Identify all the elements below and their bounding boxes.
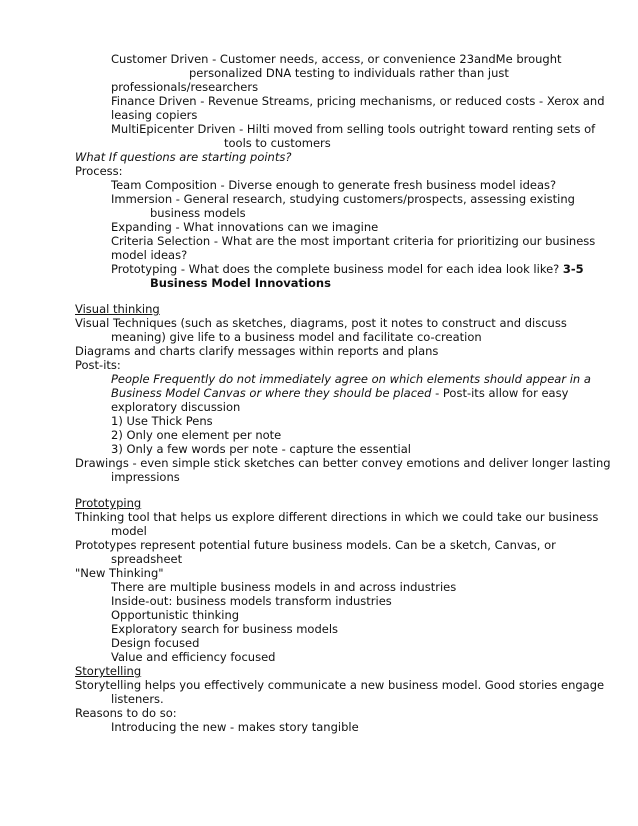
criteria-selection-line: Criteria Selection - What are the most important criteria for prioritizing our business	[111, 234, 596, 248]
thinking-tool-cont: model	[111, 524, 147, 538]
finance-driven-cont: leasing copiers	[111, 108, 198, 122]
storytelling-heading: Storytelling	[75, 664, 142, 678]
new-thinking-item-3: Opportunistic thinking	[111, 608, 240, 622]
prototyping-heading: Prototyping	[75, 496, 142, 510]
immersion-line: Immersion - General research, studying customers/prospects, assessing existing	[111, 192, 575, 206]
prototypes-represent-line: Prototypes represent potential future business models. Can be a sketch, Canvas, or	[75, 538, 556, 552]
new-thinking-item-2: Inside-out: business models transform industries	[111, 594, 392, 608]
customer-driven-cont2: professionals/researchers	[111, 80, 259, 94]
reasons-item-1: Introducing the new - makes story tangible	[111, 720, 359, 734]
new-thinking-item-5: Design focused	[111, 636, 200, 650]
prototyping-step-cont: Business Model Innovations	[150, 276, 331, 290]
multiepicenter-driven-line: MultiEpicenter Driven - Hilti moved from selling tools outright toward renting sets of	[111, 122, 596, 136]
diagrams-line: Diagrams and charts clarify messages within reports and plans	[75, 344, 439, 358]
prototyping-step-text: Prototyping - What does the complete business model for each idea look like?	[111, 262, 560, 276]
post-its-cont: exploratory discussion	[111, 400, 241, 414]
what-if-heading: What If questions are starting points?	[75, 150, 292, 164]
customer-driven-line: Customer Driven - Customer needs, access, or convenience 23andMe brought	[111, 52, 562, 66]
drawings-cont: impressions	[111, 470, 180, 484]
storytelling-cont: listeners.	[111, 692, 164, 706]
visual-thinking-heading: Visual thinking	[75, 302, 160, 316]
prototyping-step-bold: 3-5	[562, 262, 584, 276]
new-thinking-heading: "New Thinking"	[75, 566, 164, 580]
prototyping-step-line	[111, 262, 584, 276]
team-composition-line: Team Composition - Diverse enough to generate fresh business model ideas?	[111, 178, 557, 192]
reasons-heading: Reasons to do so:	[75, 706, 177, 720]
prototypes-represent-cont: spreadsheet	[111, 552, 183, 566]
post-its-rule-3: 3) Only a few words per note - capture the essential	[111, 442, 411, 456]
finance-driven-line: Finance Driven - Revenue Streams, pricing mechanisms, or reduced costs - Xerox and	[111, 94, 605, 108]
post-its-rule-2: 2) Only one element per note	[111, 428, 282, 442]
post-its-italic-line: People Frequently do not immediately agree on which elements should appear in a	[111, 372, 591, 386]
criteria-selection-cont: model ideas?	[111, 248, 188, 262]
post-its-heading: Post-its:	[75, 358, 121, 372]
post-its-line2	[111, 386, 568, 400]
new-thinking-item-1: There are multiple business models in and across industries	[111, 580, 457, 594]
visual-techniques-cont: meaning) give life to a business model and facilitate co-creation	[111, 330, 482, 344]
new-thinking-item-4: Exploratory search for business models	[111, 622, 339, 636]
customer-driven-cont: personalized DNA testing to individuals rather than just	[189, 66, 509, 80]
thinking-tool-line: Thinking tool that helps us explore different directions in which we could take our business	[75, 510, 599, 524]
immersion-cont: business models	[150, 206, 246, 220]
drawings-line: Drawings - even simple stick sketches can better convey emotions and deliver longer lasting	[75, 456, 611, 470]
new-thinking-item-6: Value and efficiency focused	[111, 650, 276, 664]
visual-techniques-line: Visual Techniques (such as sketches, diagrams, post it notes to construct and discuss	[75, 316, 567, 330]
expanding-line: Expanding - What innovations can we imagine	[111, 220, 379, 234]
post-its-italic-cont: Business Model Canvas or where they should be placed	[111, 386, 432, 400]
storytelling-line: Storytelling helps you effectively communicate a new business model. Good stories engage	[75, 678, 605, 692]
process-heading: Process:	[75, 164, 123, 178]
post-its-text: - Post-its allow for easy	[431, 386, 569, 400]
post-its-rule-1: 1) Use Thick Pens	[111, 414, 213, 428]
multiepicenter-driven-cont: tools to customers	[224, 136, 331, 150]
